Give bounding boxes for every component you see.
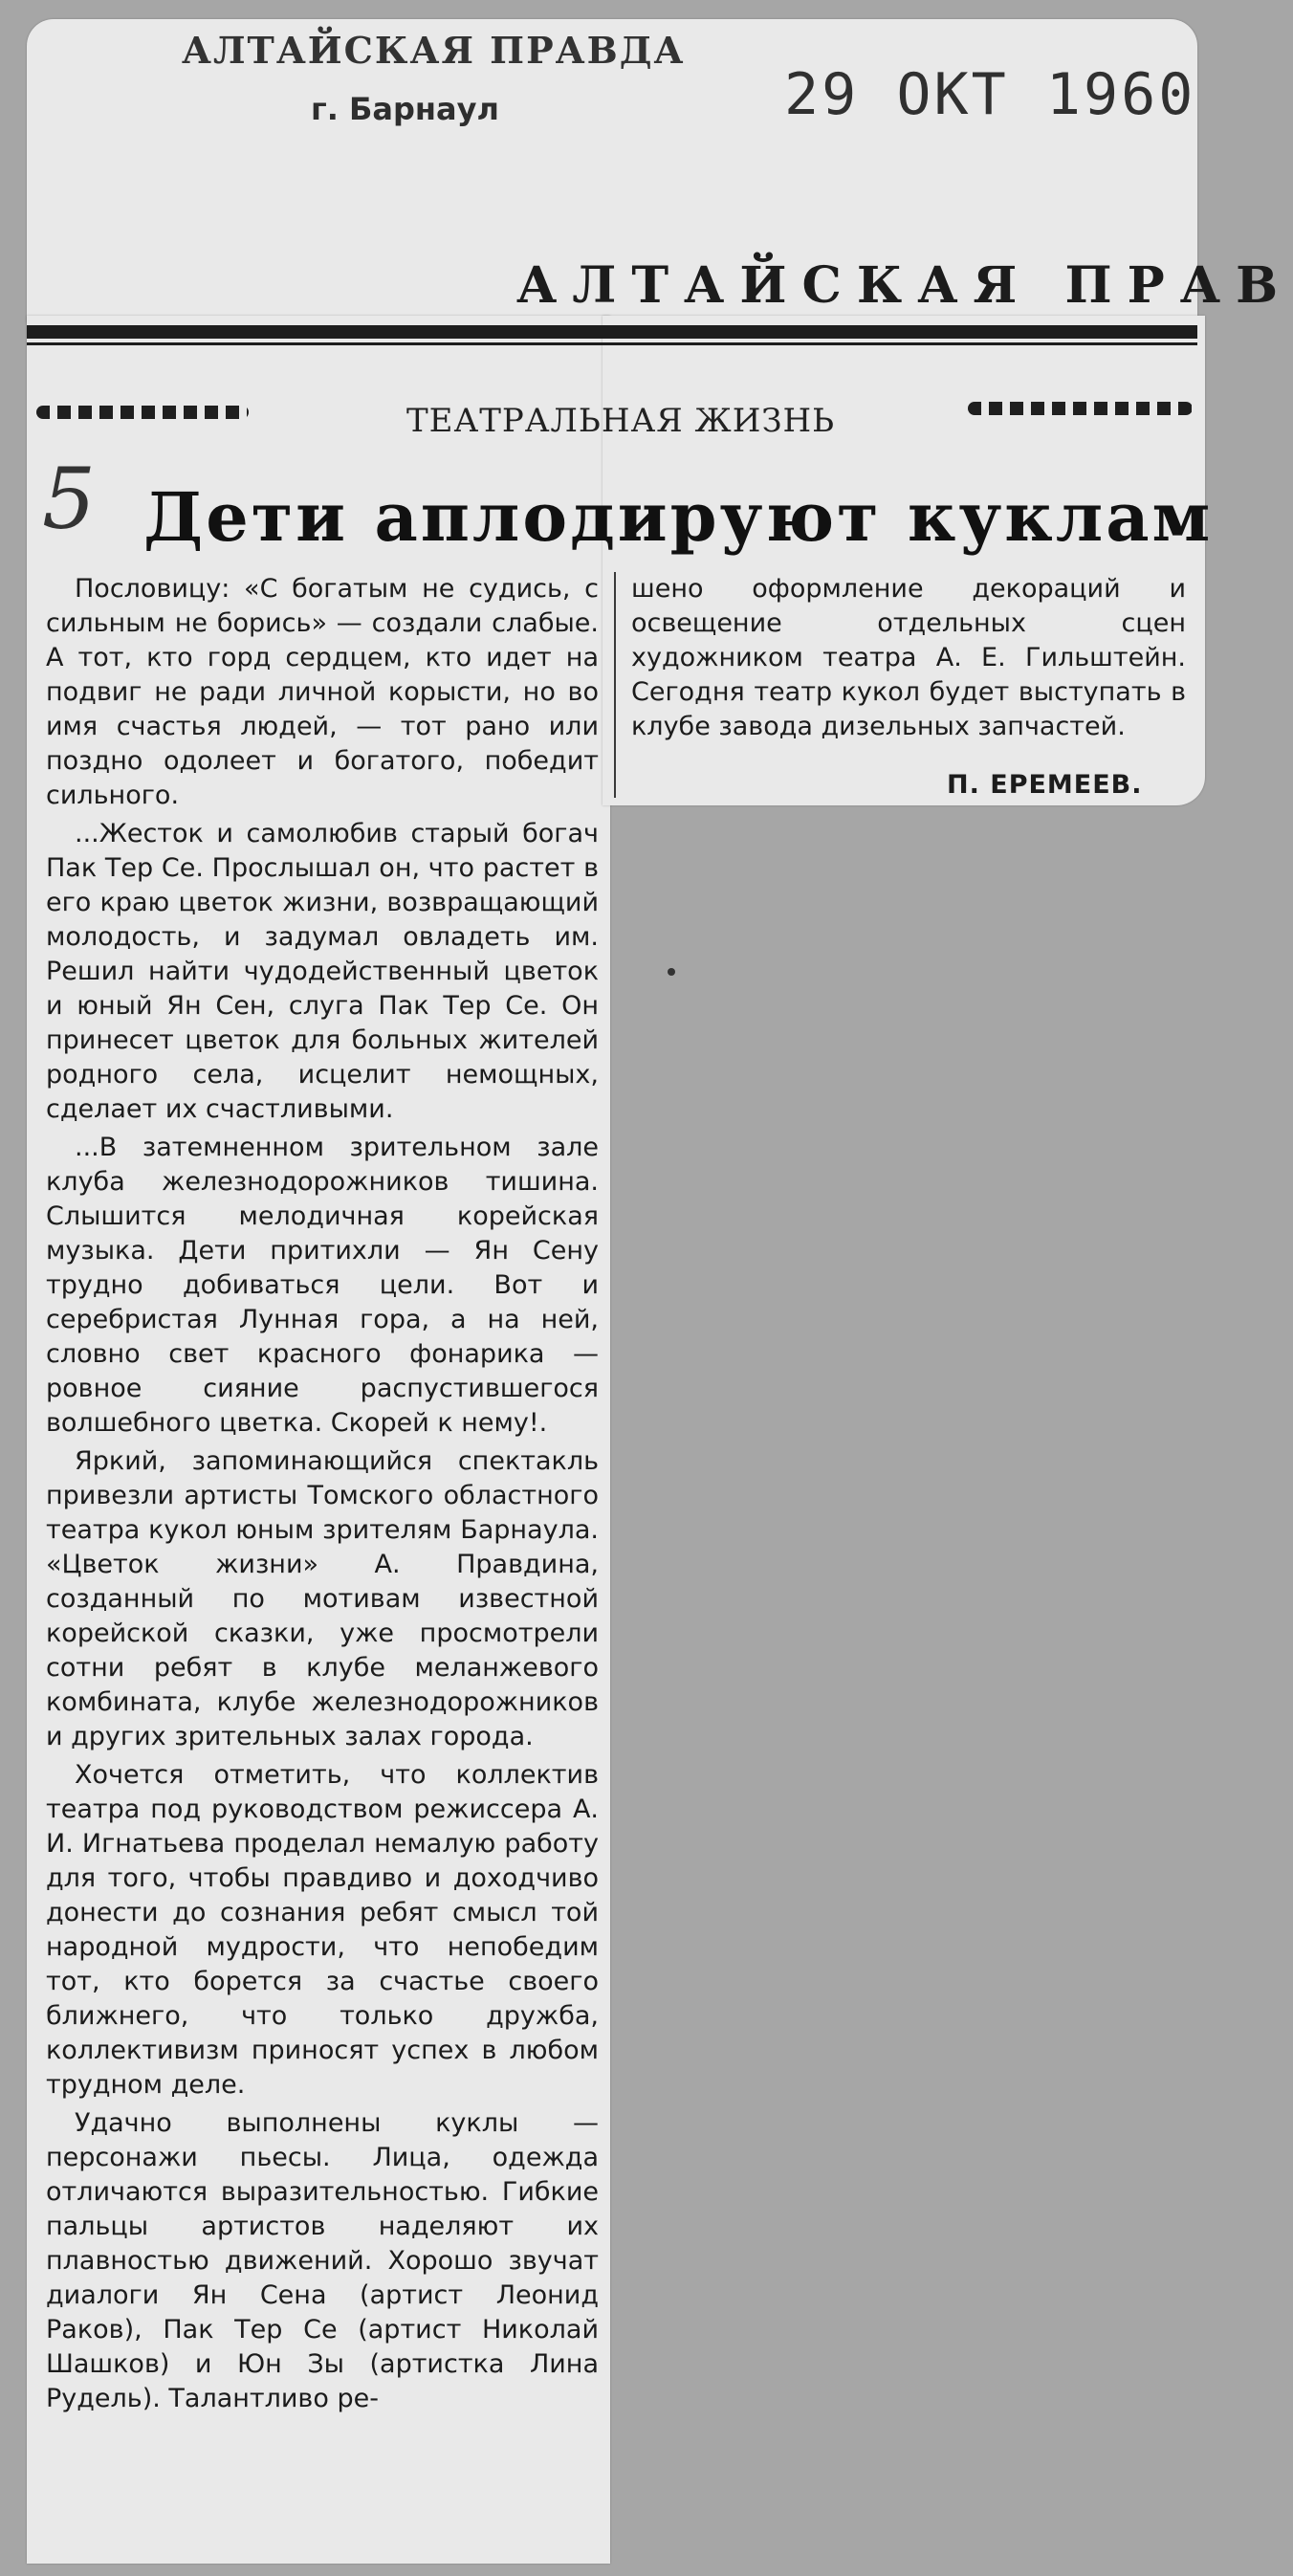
article-paragraph: Удачно выполнены куклы — персонажи пьесы. Лица, одежда отличаются выразительностью. Гибкие пальцы артистов наделяют их плавностью движений. Хорошо звучат диалоги Ян Сена (артист Леонид Раков), Пак Тер Се (артист Николай Шашков) и Юн Зы (артистка Лина Рудель). Талантливо ре- — [46, 2108, 599, 2413]
article-column-left — [46, 572, 599, 2420]
stamp-city: г. Барнаул — [311, 91, 499, 127]
column-divider — [614, 572, 616, 798]
stamp-newspaper-name: АЛТАЙСКАЯ ПРАВДА — [182, 29, 686, 72]
article-continuation: шено оформление декораций и освещение отдельных сцен художником театра А. Е. Гильштейн. Сегодня театр кукол будет выступать в клубе завода дизельных запчастей. — [631, 574, 1186, 741]
article-paragraph: ...В затемненном зрительном зале клуба железнодорожников тишина. Слышится мелодичная корейская музыка. Дети притихли — Ян Сену трудно добиваться цели. Вот и серебристая Лунная гора, а на ней, словно свет красного фонарика — ровное сияние распустившегося волшебного цветка. Скорей к нему!. — [46, 1133, 599, 1438]
article-paragraph: Хочется отметить, что коллектив театра под руководством режиссера А. И. Игнатьева проделал немалую работу для того, чтобы правдиво и доходчиво донести до сознания ребят смысл той народной мудрости, что непобедим тот, кто борется за счастье своего ближнего, что только дружба, коллективизм приносят успех в любом трудном деле. — [46, 1760, 599, 2100]
article-paragraph: Пословицу: «С богатым не судись, с сильным не борись» — создали слабые. А тот, кто горд сердцем, кто идет на подвиг не ради личной корысти, но во имя счастья людей, — тот рано или поздно одолеет и богатого, победит сильного. — [46, 574, 599, 810]
article-author: П. ЕРЕМЕЕВ. — [947, 770, 1143, 800]
section-rubric: ТЕАТРАЛЬНАЯ ЖИЗНЬ — [406, 402, 836, 440]
newspaper-masthead: АЛТАЙСКАЯ ПРАВ — [516, 256, 1293, 315]
masthead-rule-thin — [27, 342, 1197, 345]
wavy-ornament-right — [968, 402, 1193, 415]
dust-speck — [668, 968, 675, 976]
article-title: Дети аплодируют куклам — [143, 477, 1214, 557]
article-paragraph: Яркий, запоминающийся спектакль привезли артисты Томского областного театра кукол юным зрителям Барнаула. «Цветок жизни» А. Правдина, созданный по мотивам известной корейской сказки, уже просмотрели сотни ребят в клубе меланжевого комбината, клубе железнодорожников и других зрительных залах города. — [46, 1446, 599, 1751]
article-paragraph: ...Жесток и самолюбив старый богач Пак Тер Се. Прослышал он, что растет в его краю цветок жизни, возвращающий молодость, и задумал овладеть им. Решил найти чудодейственный цветок и юный Ян Сен, слуга Пак Тер Се. Он принесет цветок для больных жителей родного села, исцелит немощных, сделает их счастливыми. — [46, 819, 599, 1124]
stamp-date: 29 ОКТ 1960 — [784, 61, 1196, 128]
masthead-rule-thick — [27, 325, 1197, 339]
article-column-right — [631, 572, 1186, 748]
handwritten-mark: 5 — [42, 450, 96, 548]
wavy-ornament-left — [36, 406, 249, 419]
